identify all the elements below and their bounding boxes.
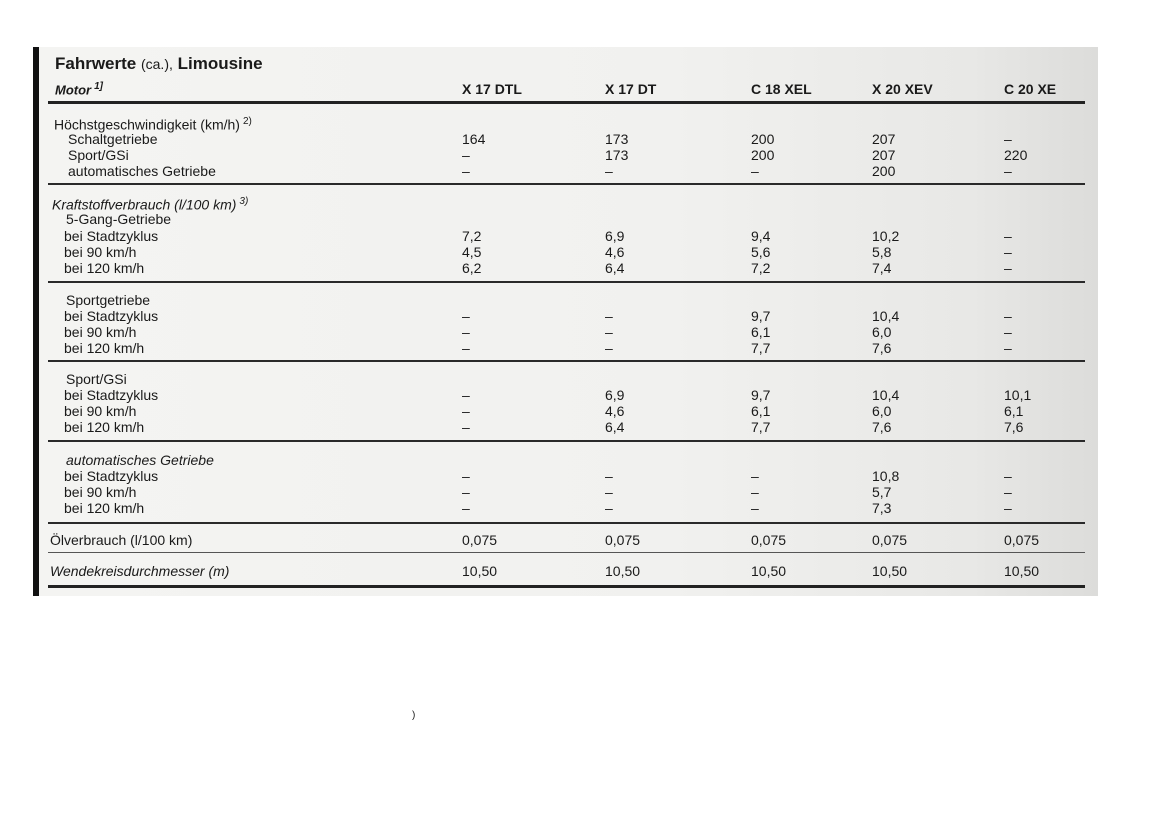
cell-value: – — [462, 147, 470, 163]
cell-value: 7,7 — [751, 340, 771, 356]
cell-value: 7,6 — [872, 340, 892, 356]
speed-footnote: 2) — [242, 116, 252, 127]
row-label: bei 120 km/h — [64, 500, 145, 516]
cell-value: – — [1004, 244, 1012, 260]
cell-value: 6,4 — [605, 260, 625, 276]
cell-value: 6,4 — [605, 419, 625, 435]
oil-value: 0,075 — [751, 532, 787, 548]
cell-value: 7,7 — [751, 419, 771, 435]
row-label: automatisches Getriebe — [68, 163, 216, 179]
cell-value: 5,6 — [751, 244, 771, 260]
cell-value: 4,6 — [605, 244, 625, 260]
cell-value: 200 — [751, 131, 775, 147]
cell-value: 6,0 — [872, 403, 892, 419]
cell-value: – — [605, 324, 613, 340]
cell-value: 5,7 — [872, 484, 892, 500]
cell-value: – — [1004, 468, 1012, 484]
cell-value: 6,9 — [605, 228, 625, 244]
cell-value: 173 — [605, 147, 629, 163]
row-label: bei 120 km/h — [64, 260, 145, 276]
cell-value: 7,2 — [462, 228, 482, 244]
group-label: 5-Gang-Getriebe — [66, 211, 172, 227]
divider-rule — [48, 183, 1085, 185]
row-label: bei Stadtzyklus — [64, 468, 159, 484]
row-label: bei 90 km/h — [64, 324, 137, 340]
cell-value: 173 — [605, 131, 629, 147]
divider-rule — [48, 360, 1085, 362]
cell-value: – — [462, 308, 470, 324]
row-label: bei 120 km/h — [64, 419, 145, 435]
cell-value: 10,1 — [1004, 387, 1032, 403]
cell-value: – — [462, 340, 470, 356]
fuel-footnote: 3) — [239, 196, 249, 207]
engine-column-header: X 17 DTL — [462, 81, 522, 97]
cell-value: – — [751, 468, 759, 484]
speed-label: Höchstgeschwindigkeit (km/h) — [54, 116, 240, 133]
cell-value: 7,6 — [1004, 419, 1024, 435]
engine-column-header: X 20 XEV — [872, 81, 933, 97]
cell-value: 220 — [1004, 147, 1028, 163]
motor-label: Motor — [55, 82, 92, 98]
turning-value: 10,50 — [872, 563, 908, 579]
cell-value: – — [605, 500, 613, 516]
cell-value: – — [1004, 260, 1012, 276]
cell-value: 4,5 — [462, 244, 482, 260]
cell-value: 6,1 — [1004, 403, 1024, 419]
cell-value: – — [1004, 228, 1012, 244]
cell-value: 9,4 — [751, 228, 771, 244]
cell-value: 4,6 — [605, 403, 625, 419]
cell-value: – — [462, 387, 470, 403]
divider-rule — [48, 101, 1085, 104]
cell-value: – — [462, 468, 470, 484]
oil-value: 0,075 — [462, 532, 498, 548]
cell-value: 10,4 — [872, 387, 900, 403]
cell-value: 200 — [872, 163, 896, 179]
oil-consumption-label: Ölverbrauch (l/100 km) — [50, 532, 193, 548]
turning-value: 10,50 — [1004, 563, 1040, 579]
cell-value: 164 — [462, 131, 486, 147]
engine-column-header: X 17 DT — [605, 81, 657, 97]
cell-value: – — [1004, 163, 1012, 179]
table-title — [55, 54, 263, 74]
cell-value: 7,4 — [872, 260, 892, 276]
motor-footnote: 1] — [94, 81, 104, 92]
row-label: bei 120 km/h — [64, 340, 145, 356]
cell-value: – — [1004, 340, 1012, 356]
cell-value: – — [1004, 500, 1012, 516]
cell-value: – — [462, 500, 470, 516]
cell-value: – — [1004, 484, 1012, 500]
cell-value: – — [605, 484, 613, 500]
stray-mark: ) — [412, 710, 416, 721]
cell-value: – — [605, 163, 613, 179]
motor-header — [55, 81, 103, 97]
divider-rule — [48, 522, 1085, 524]
turning-value: 10,50 — [462, 563, 498, 579]
cell-value: 6,2 — [462, 260, 482, 276]
cell-value: 10,4 — [872, 308, 900, 324]
cell-value: – — [462, 484, 470, 500]
row-label: bei Stadtzyklus — [64, 308, 159, 324]
divider-rule — [48, 440, 1085, 442]
cell-value: – — [751, 500, 759, 516]
divider-rule — [48, 281, 1085, 283]
oil-value: 0,075 — [1004, 532, 1040, 548]
cell-value: – — [605, 340, 613, 356]
engine-column-header: C 18 XEL — [751, 81, 812, 97]
cell-value: 7,3 — [872, 500, 892, 516]
cell-value: 6,1 — [751, 403, 771, 419]
cell-value: 7,6 — [872, 419, 892, 435]
title-main: Fahrwerte — [55, 54, 137, 73]
group-label: Sportgetriebe — [66, 292, 151, 308]
cell-value: 6,9 — [605, 387, 625, 403]
engine-column-header: C 20 XE — [1004, 81, 1057, 97]
title-body: Limousine — [177, 54, 263, 73]
cell-value: 6,0 — [872, 324, 892, 340]
cell-value: 200 — [751, 147, 775, 163]
cell-value: – — [1004, 131, 1012, 147]
cell-value: 6,1 — [751, 324, 771, 340]
row-label: bei 90 km/h — [64, 484, 137, 500]
cell-value: – — [751, 163, 759, 179]
oil-value: 0,075 — [872, 532, 908, 548]
cell-value: – — [605, 468, 613, 484]
fuel-label: Kraftstoffverbrauch (l/100 km) — [52, 196, 237, 213]
turning-circle-label: Wendekreisdurchmesser (m) — [50, 563, 230, 579]
row-label: bei Stadtzyklus — [64, 228, 159, 244]
title-qualifier: (ca.), — [140, 56, 173, 72]
cell-value: – — [605, 308, 613, 324]
divider-rule — [48, 552, 1085, 553]
cell-value: 10,2 — [872, 228, 900, 244]
row-label: bei 90 km/h — [64, 244, 137, 260]
cell-value: – — [462, 324, 470, 340]
cell-value: 5,8 — [872, 244, 892, 260]
divider-rule — [48, 585, 1085, 588]
turning-value: 10,50 — [751, 563, 787, 579]
row-label: bei 90 km/h — [64, 403, 137, 419]
cell-value: – — [462, 163, 470, 179]
cell-value: – — [462, 403, 470, 419]
row-label: Sport/GSi — [68, 147, 129, 163]
cell-value: 9,7 — [751, 387, 771, 403]
turning-value: 10,50 — [605, 563, 641, 579]
row-label: bei Stadtzyklus — [64, 387, 159, 403]
cell-value: – — [751, 484, 759, 500]
oil-value: 0,075 — [605, 532, 641, 548]
cell-value: – — [1004, 308, 1012, 324]
cell-value: 10,8 — [872, 468, 900, 484]
cell-value: 7,2 — [751, 260, 771, 276]
cell-value: 207 — [872, 147, 896, 163]
cell-value: – — [462, 419, 470, 435]
cell-value: – — [1004, 324, 1012, 340]
cell-value: 9,7 — [751, 308, 771, 324]
cell-value: 207 — [872, 131, 896, 147]
row-label: Schaltgetriebe — [68, 131, 158, 147]
group-label: Sport/GSi — [66, 371, 127, 387]
page-edge — [33, 47, 39, 596]
group-label: automatisches Getriebe — [66, 452, 214, 468]
